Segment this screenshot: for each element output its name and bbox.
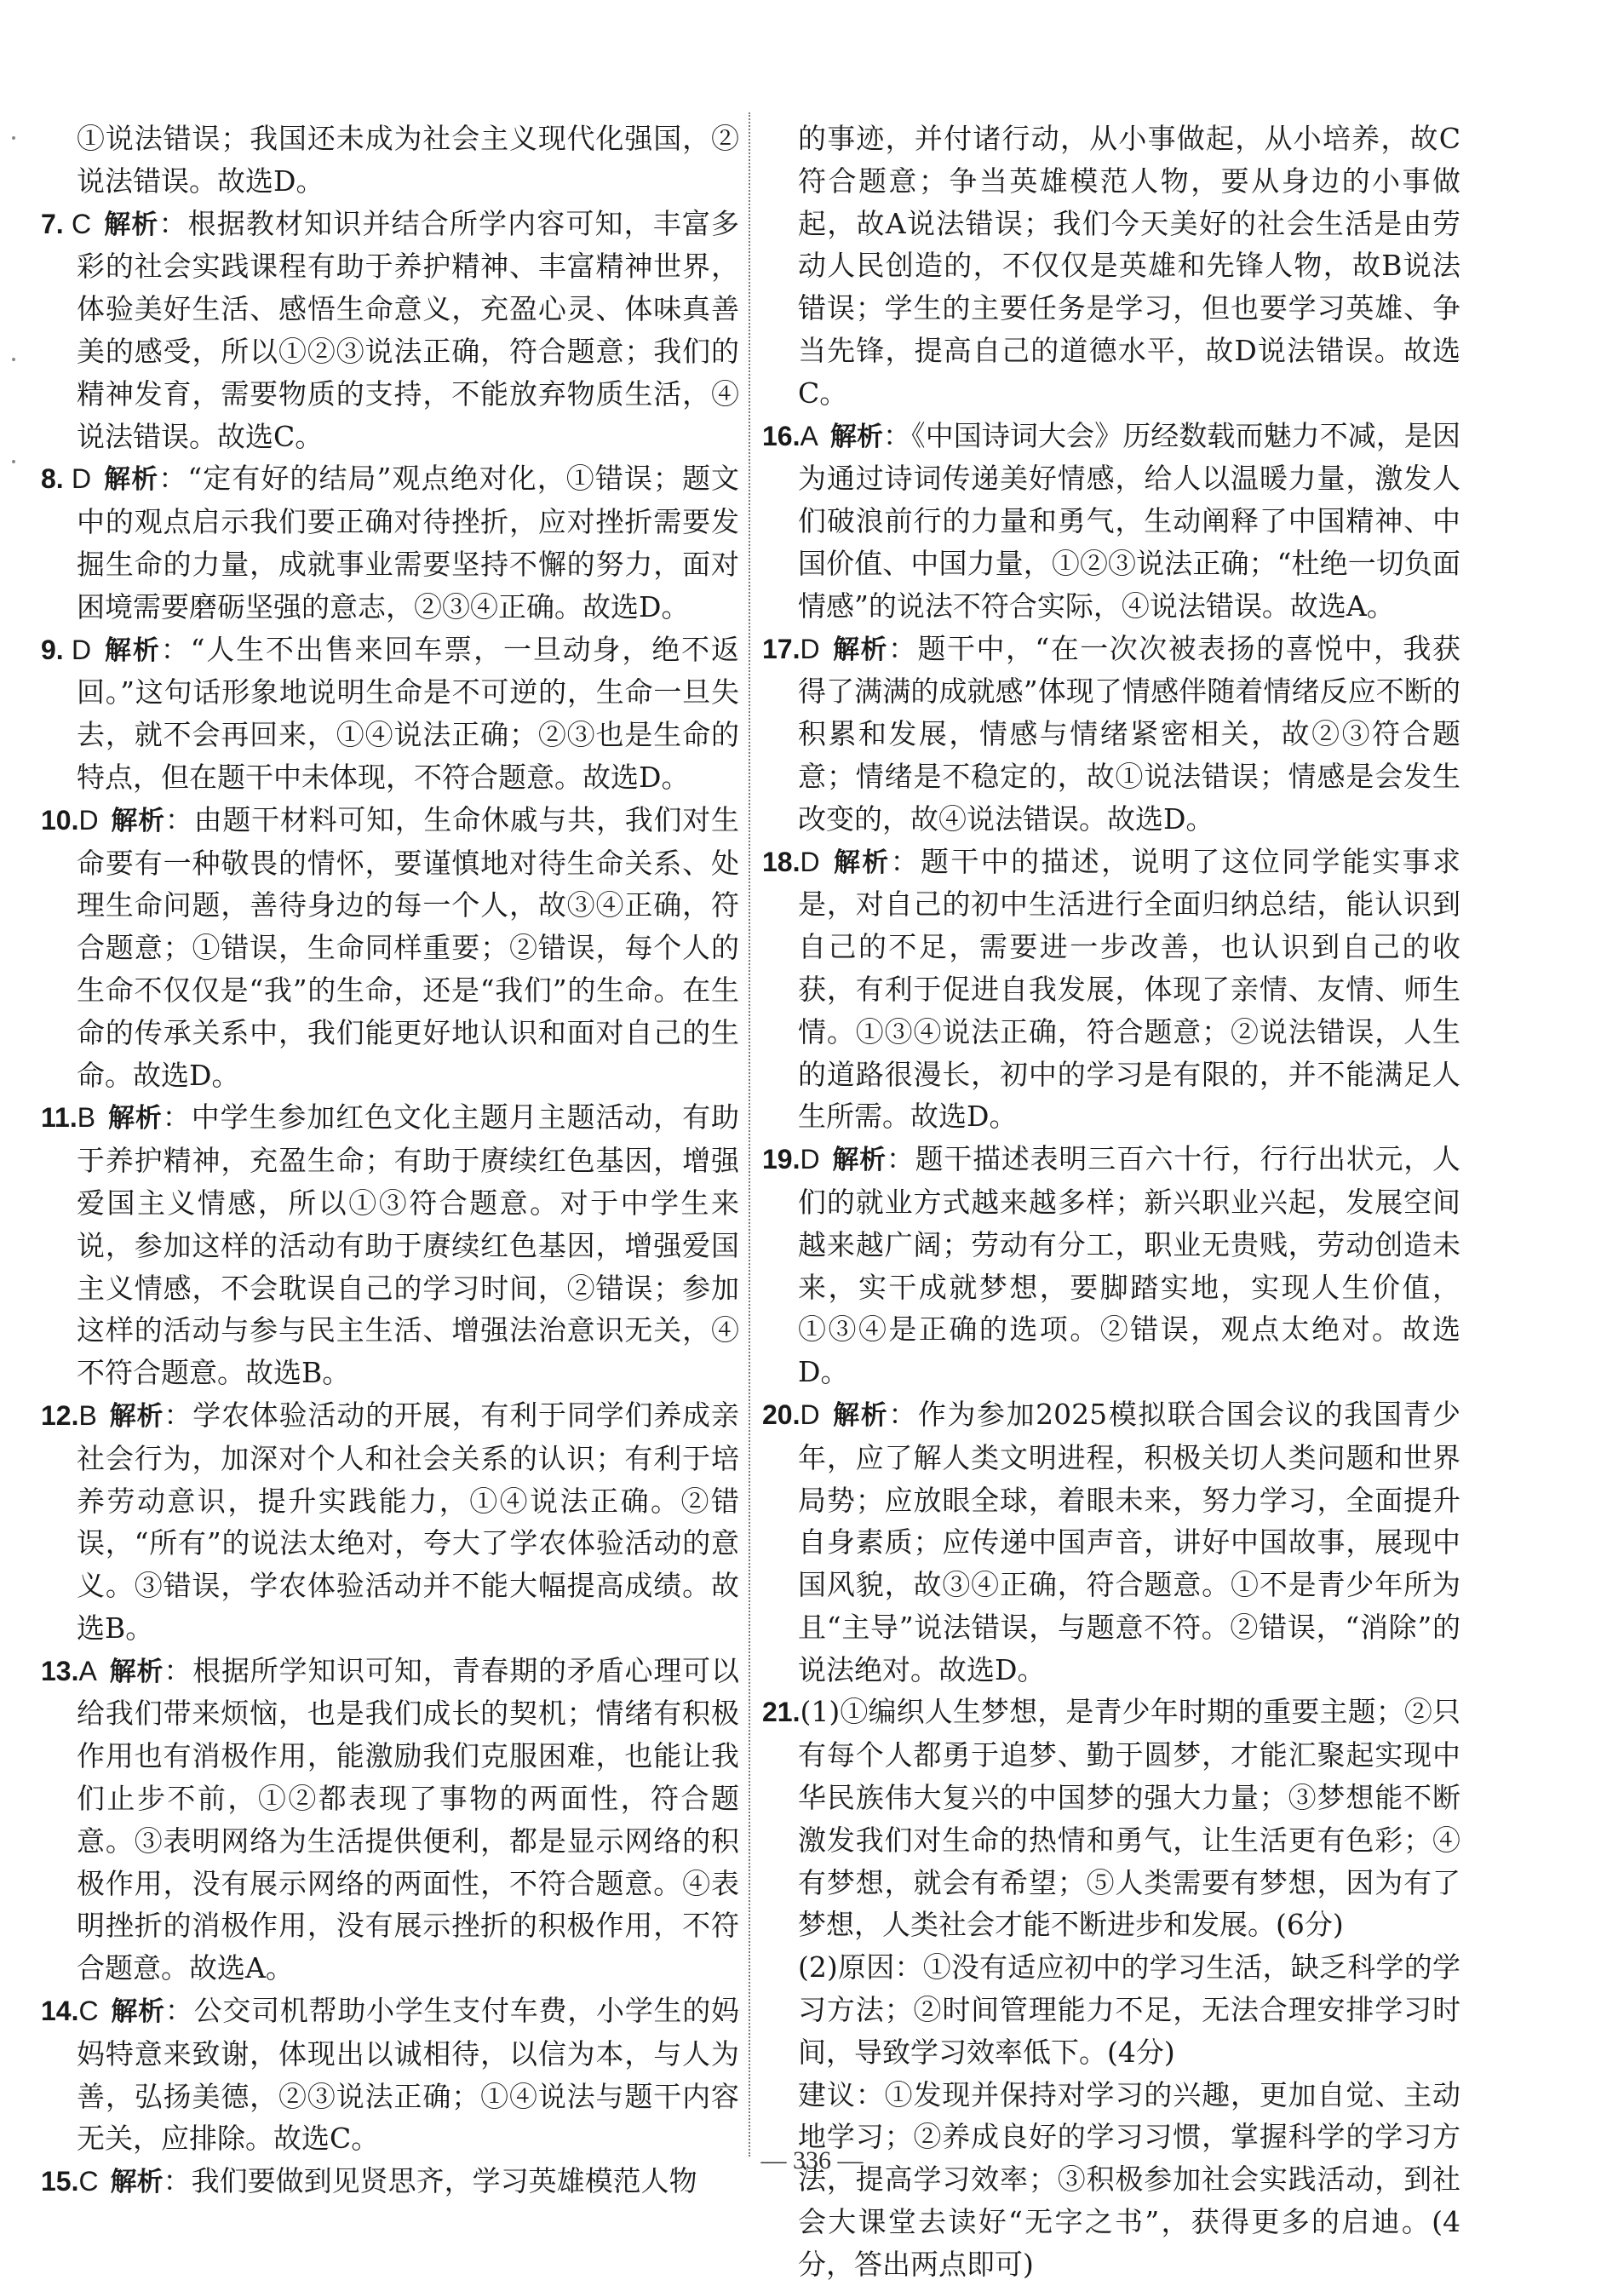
- binding-mark: [12, 460, 15, 463]
- answer-letter: C: [78, 2166, 99, 2197]
- right-answer-list: [762, 415, 1460, 1692]
- answer-letter: C: [78, 1996, 99, 2027]
- label-separator: ：: [164, 1994, 194, 2028]
- answer-item: [41, 1394, 739, 1650]
- answer-item-21: [762, 1691, 1460, 2285]
- analysis-label: 解析: [831, 634, 889, 664]
- label-separator: ：: [886, 1142, 915, 1176]
- answer-item: [762, 628, 1460, 841]
- label-separator: ：: [888, 1397, 918, 1431]
- item-text: (1)①编织人生梦想，是青少年时期的重要主题；②只有每个人都勇于追梦、勤于圆梦，才能汇聚起实现中华民族伟大复兴的中国梦的强大力量；③梦想能不断激发我们对生命的热情和勇气，让生活更有色彩；④有梦想，就会有希望；⑤人类需要有梦想，因为有了梦想，人类社会才能不断进步和发展。(6分): [798, 1695, 1460, 1942]
- item-text: “人生不出售来回车票，一旦动身，绝不返回。”这句话形象地说明生命是不可逆的，生命一旦失去，就不会再回来，①④说法正确；②③也是生命的特点，但在题干中未体现，不符合题意。故选D。: [77, 632, 740, 794]
- analysis-label: 解析: [103, 209, 159, 239]
- analysis-label: 解析: [107, 1103, 163, 1134]
- item-text: 作为参加2025模拟联合国会议的我国青少年，应了解人类文明进程，积极关切人类问题和世界局势；应放眼全球，着眼未来，努力学习，全面提升自身素质；应传递中国声音，讲好中国故事，展现中国风貌，故③④正确，符合题意。①不是青少年所为且“主导”说法错误，与题意不符。②错误，“消除”的说法绝对。故选D。: [798, 1397, 1461, 1686]
- item-text: 我们要做到见贤思齐，学习英雄模范人物: [191, 2164, 697, 2198]
- item-number: 20.: [762, 1399, 801, 1430]
- page-number: — 336 —: [760, 2146, 864, 2174]
- answer-letter: A: [800, 420, 818, 451]
- analysis-label: 解析: [108, 1400, 164, 1431]
- analysis-label: 解析: [110, 2167, 164, 2197]
- item-text: 题干中的描述，说明了这位同学能实事求是，对自己的初中生活进行全面归纳总结，能认识到自己的不足，需要进一步改善，也认识到自己的收获，有利于促进自我发展，体现了亲情、友情、师生情。①③④说法正确，符合题意；②说法错误，人生的道路很漫长，初中的学习是有限的，并不能满足人生所需。故选D。: [798, 844, 1461, 1134]
- item-text: “定有好的结局”观点绝对化，①错误；题文中的观点启示我们要正确对待挫折，应对挫折需要发掘生命的力量，成就事业需要坚持不懈的努力，面对困境需要磨砺坚强的意志，②③④正确。故选D。: [77, 462, 740, 623]
- binding-mark: [12, 136, 15, 140]
- label-separator: ：: [164, 1653, 193, 1687]
- item-text: 公交司机帮助小学生支付车费，小学生的妈妈特意来致谢，体现出以诚相待，以信为本，与人为善，弘扬美德，②③说法正确；①④说法与题干内容无关，应排除。故选C。: [77, 1994, 740, 2156]
- label-separator: ：: [160, 632, 191, 666]
- answer-letter: D: [800, 633, 820, 664]
- item-text: 题干描述表明三百六十行，行行出状元，人们的就业方式越来越多样；新兴职业兴起，发展空间越来越广阔；劳动有分工，职业无贵贱，劳动创造未来，实干成就梦想，要脚踏实地，实现人生价值，①③④是正确的选项。②错误，观点太绝对。故选D。: [798, 1142, 1461, 1389]
- label-separator: ：: [162, 1100, 192, 1134]
- item-number: 7.: [41, 208, 64, 239]
- answer-letter: D: [72, 634, 92, 665]
- label-separator: ：: [888, 631, 918, 665]
- answer-item: [41, 457, 739, 628]
- item-number: 17.: [762, 633, 801, 664]
- answer-letter: D: [800, 1144, 820, 1175]
- item-number: 13.: [41, 1655, 79, 1686]
- answer-letter: D: [800, 846, 820, 877]
- item-number: 9.: [41, 634, 64, 665]
- item-text: 中学生参加红色文化主题月主题活动，有助于养护精神，充盈生命；有助于赓续红色基因，增强爱国主义情感，所以①③符合题意。对于中学生来说，参加这样的活动有助于赓续红色基因，增强爱国主义情感，不会耽误自己的学习时间，②错误；参加这样的活动与参与民主生活、增强法治意识无关，④不符合题意。故选B。: [77, 1100, 739, 1390]
- analysis-label: 解析: [108, 1656, 164, 1686]
- item-number: 18.: [762, 846, 801, 877]
- label-separator: ：: [164, 802, 194, 836]
- answer-item: [41, 629, 739, 799]
- item-number: 11.: [41, 1102, 77, 1134]
- binding-mark: [12, 358, 15, 361]
- answer-item: [762, 415, 1460, 628]
- left-column: [41, 118, 739, 2203]
- item-text: 《中国诗词大会》历经数载而魅力不减，是因为通过诗词传递美好情感，给人以温暖力量，激发人们破浪前行的力量和勇气，生动阐释了中国精神、中国价值、中国力量，①②③说法正确；“杜绝一切负面情感”的说法不符合实际，④说法错误。故选A。: [798, 418, 1461, 623]
- item-number: 10.: [41, 804, 79, 836]
- item-text: 由题干材料可知，生命休戚与共，我们对生命要有一种敬畏的情怀，要谨慎地对待生命关系、处理生命问题，善待身边的每一个人，故③④正确，符合题意；①错误，生命同样重要；②错误，每个人的生命不仅仅是“我”的生命，还是“我们”的生命。在生命的传承关系中，我们能更好地认识和面对自己的生命。故选D。: [77, 802, 740, 1092]
- item-number: 8.: [41, 463, 64, 495]
- item-text: 建议：①发现并保持对学习的兴趣，更加自觉、主动地学习；②养成良好的学习习惯，掌握科学的学习方法，提高学习效率；③积极参加社会实践活动，到社会大课堂去读好“无字之书”，获得更多的启迪。(4分，答出两点即可): [798, 2077, 1460, 2281]
- answer-letter: A: [78, 1655, 97, 1686]
- item-text: 题干中，“在一次次被表扬的喜悦中，我获得了满满的成就感”体现了情感伴随着情绪反应不断的积累和发展，情感与情绪紧密相关，故②③符合题意；情绪是不稳定的，故①说法错误；情感是会发生改变的，故④说法错误。故选D。: [798, 631, 1461, 836]
- item-number: 21.: [762, 1697, 801, 1728]
- label-separator: ：: [883, 418, 912, 452]
- item-number: 12.: [41, 1399, 79, 1431]
- item-text: 根据所学知识可知，青春期的矛盾心理可以给我们带来烦恼，也是我们成长的契机；情绪有积极作用也有消极作用，能激励我们克服困难，也能让我们止步不前，①②都表现了事物的两面性，符合题意。③表明网络为生活提供便利，都是显示网络的积极作用，没有展示网络的两面性，不符合题意。④表明挫折的消极作用，没有展示挫折的积极作用，不符合题意。故选A。: [77, 1653, 740, 1985]
- item-number: 16.: [762, 420, 801, 451]
- answer-item: [41, 1096, 739, 1394]
- item-number: 15.: [41, 2166, 79, 2197]
- answer-item: [41, 1990, 739, 2160]
- answer-letter: B: [78, 1399, 97, 1431]
- analysis-label: 解析: [103, 464, 159, 495]
- answer-letter: C: [72, 208, 92, 239]
- item-number: 14.: [41, 1996, 79, 2027]
- analysis-label: 解析: [831, 1399, 889, 1430]
- continued-text: ①说法错误；我国还未成为社会主义现代化强国，②说法错误。故选D。: [77, 122, 739, 198]
- right-column: [762, 118, 1460, 2286]
- label-separator: ：: [163, 2164, 192, 2198]
- answer-item: [762, 1393, 1460, 1692]
- left-answer-list: [41, 203, 739, 2203]
- answer-letter: D: [800, 1399, 820, 1430]
- label-separator: ：: [890, 844, 921, 878]
- item-text: 学农体验活动的开展，有利于同学们养成亲社会行为，加深对个人和社会关系的认识；有利于培养劳动意识，提升实践能力，①④说法正确。②错误，“所有”的说法太绝对，夸大了学农体验活动的意义。③错误，学农体验活动并不能大幅提高成绩。故选B。: [77, 1398, 740, 1645]
- analysis-label: 解析: [103, 635, 161, 665]
- analysis-label: 解析: [110, 805, 165, 836]
- answer-item: [762, 841, 1460, 1139]
- answer-item: [762, 1138, 1460, 1393]
- analysis-label: 解析: [831, 1145, 887, 1175]
- continued-text: 的事迹，并付诸行动，从小事做起，从小培养，故C符合题意；争当英雄模范人物，要从身边的小事做起，故A说法错误；我们今天美好的社会生活是由劳动人民创造的，不仅仅是英雄和先锋人物，故B说法错误；学生的主要任务是学习，但也要学习英雄、争当先锋，提高自己的道德水平，故D说法错误。故选C。: [798, 122, 1460, 410]
- label-separator: ：: [164, 1398, 193, 1432]
- label-separator: ：: [158, 462, 188, 496]
- item-text: (2)原因：①没有适应初中的学习生活，缺乏科学的学习方法；②时间管理能力不足，无法合理安排学习时间，导致学习效率低下。(4分): [798, 1950, 1460, 2069]
- column-divider: [749, 112, 750, 2157]
- answer-letter: D: [72, 463, 92, 495]
- analysis-label: 解析: [831, 847, 891, 877]
- answer-letter: B: [77, 1102, 96, 1134]
- analysis-label: 解析: [110, 1996, 165, 2027]
- analysis-label: 解析: [829, 421, 884, 451]
- answer-letter: D: [78, 804, 99, 836]
- item-text: 根据教材知识并结合所学内容可知，丰富多彩的社会实践课程有助于养护精神、丰富精神世界，体验美好生活、感悟生命意义，充盈心灵、体味真善美的感受，所以①②③说法正确，符合题意；我们的精神发育，需要物质的支持，不能放弃物质生活，④说法错误。故选C。: [77, 206, 740, 453]
- label-separator: ：: [158, 206, 188, 240]
- item-number: 19.: [762, 1144, 801, 1175]
- answer-item: [41, 799, 739, 1097]
- answer-item: [41, 203, 739, 458]
- answer-item: [41, 1650, 739, 1990]
